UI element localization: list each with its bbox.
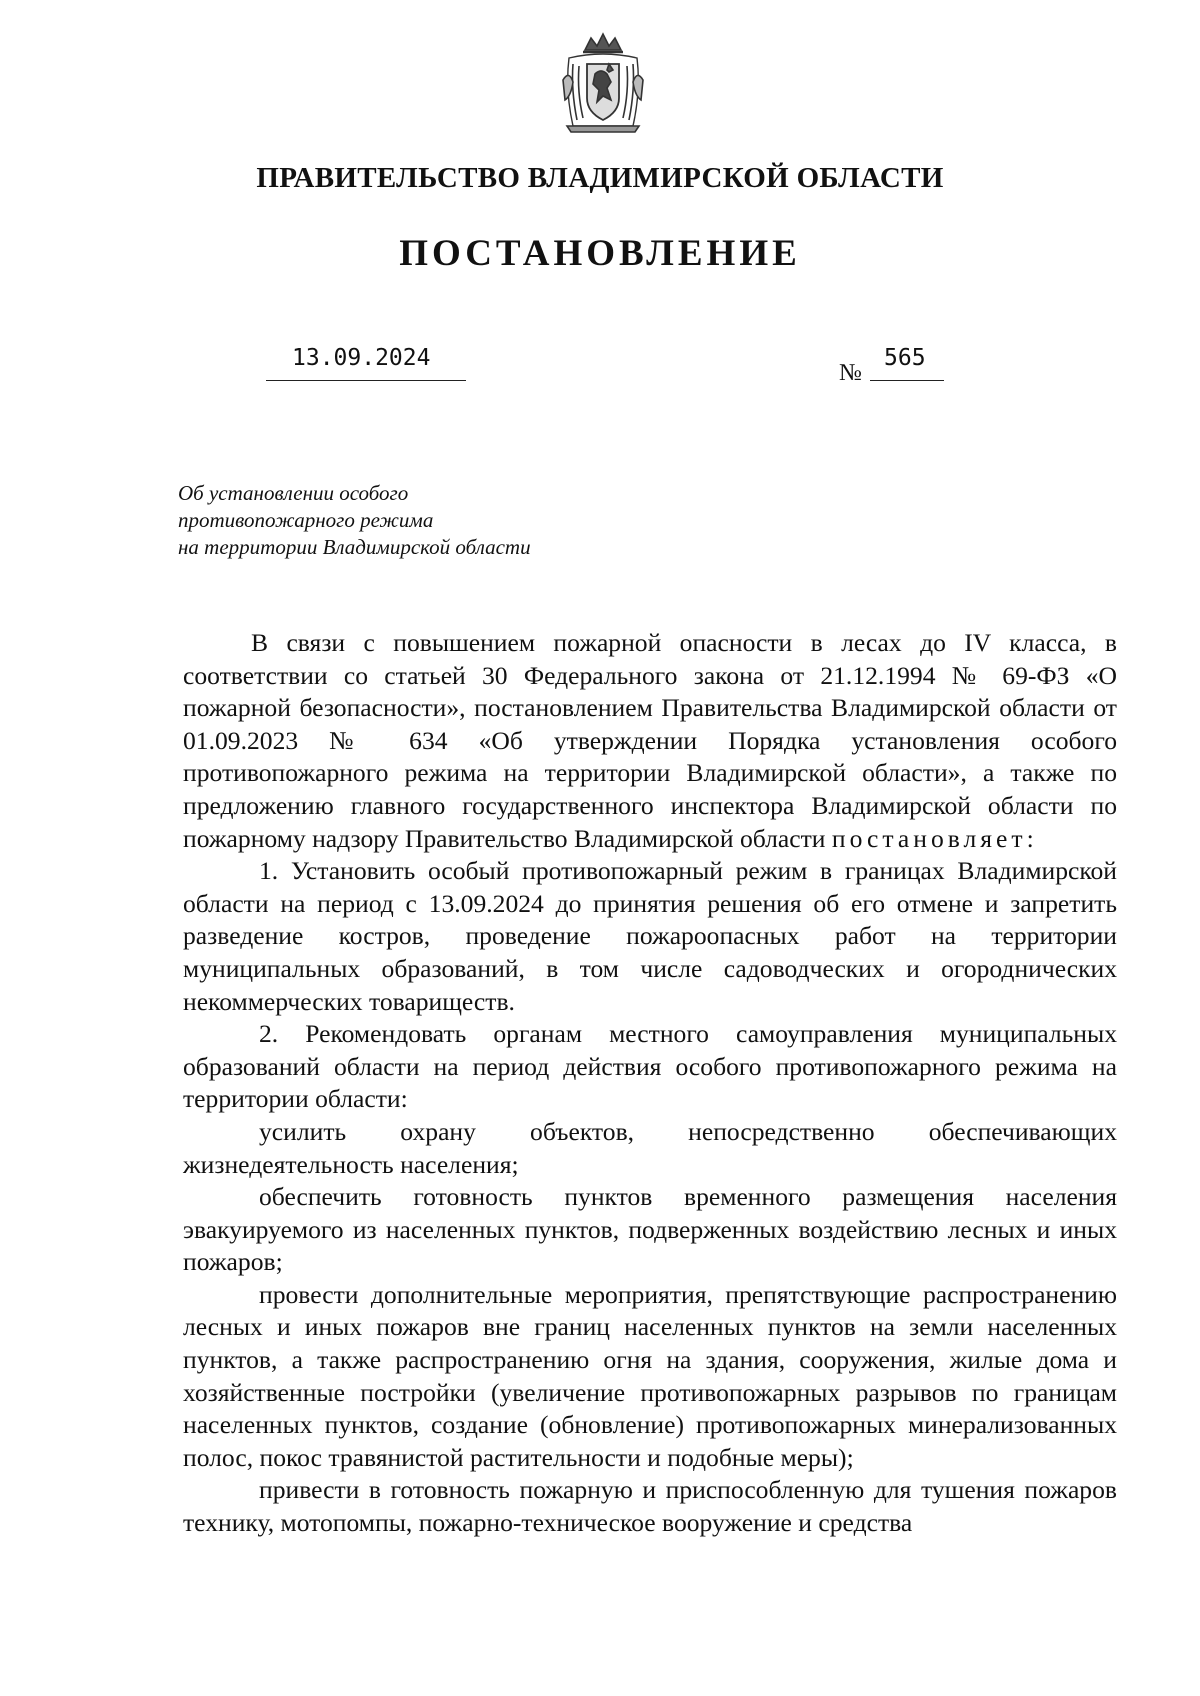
- document-date: 13.09.2024: [266, 345, 466, 381]
- resolves-word: постановляет:: [831, 823, 1038, 853]
- coat-of-arms-icon: [555, 30, 651, 134]
- subitem-paragraph: привести в готовность пожарную и приспособленную для тушения пожаров технику, мотопомпы, пожарно-техническое вооружение и средства: [183, 1475, 1117, 1538]
- subject-line: противопожарного режима: [178, 508, 434, 532]
- document-number: 565: [870, 345, 944, 381]
- preamble-paragraph: [183, 627, 1117, 855]
- subitem-paragraph: усилить охрану объектов, непосредственно обеспечивающих жизнедеятельность населения;: [183, 1116, 1117, 1179]
- organization-title: ПРАВИТЕЛЬСТВО ВЛАДИМИРСКОЙ ОБЛАСТИ: [256, 162, 944, 194]
- subitem-paragraph: провести дополнительные мероприятия, препятствующие распространению лесных и иных пожаров вне границ населенных пунктов на земли населенных пунктов, а также распространению огня на здания, сооружения, жилые дома и хозяйственные постройки (увеличение противопожарных разрывов по границам населенных пунктов, создание (обновление) противопожарных минерализованных полос, покос травянистой растительности и подобные меры);: [183, 1279, 1117, 1472]
- subject-line: на территории Владимирской области: [178, 535, 531, 559]
- number-sign: №: [839, 360, 862, 386]
- subitem-paragraph: обеспечить готовность пунктов временного размещения населения эвакуируемого из населенных пунктов, подверженных воздействию лесных и иных пожаров;: [183, 1182, 1117, 1277]
- document-body: [183, 627, 1117, 1540]
- subject-line: Об установлении особого: [178, 481, 409, 505]
- preamble-text: В связи с повышением пожарной опасности в лесах до IV класса, в соответствии со статьей 30 Федерального закона от 21.12.1994 № 69-ФЗ «О пожарной безопасности», постановлением Правительства Владимирской области от 01.09.2023 № 634 «Об утверждении Порядка установления особого противопожарного режима на территории Владимирской области», а также по предложению главного государственного инспектора Владимирской области по пожарному надзору Правительство Владимирской области: [183, 628, 1117, 853]
- document-subject: [178, 480, 531, 561]
- item-1-paragraph: 1. Установить особый противопожарный режим в границах Владимирской области на период с 13.09.2024 до принятия решения об его отмене и запретить разведение костров, проведение пожароопасных работ на территории муниципальных образований, в том числе садоводческих и огороднических некоммерческих товариществ.: [183, 856, 1117, 1016]
- document-type-title: ПОСТАНОВЛЕНИЕ: [399, 233, 801, 274]
- item-2-paragraph: 2. Рекомендовать органам местного самоуправления муниципальных образований области на период действия особого противопожарного режима на территории области:: [183, 1019, 1117, 1114]
